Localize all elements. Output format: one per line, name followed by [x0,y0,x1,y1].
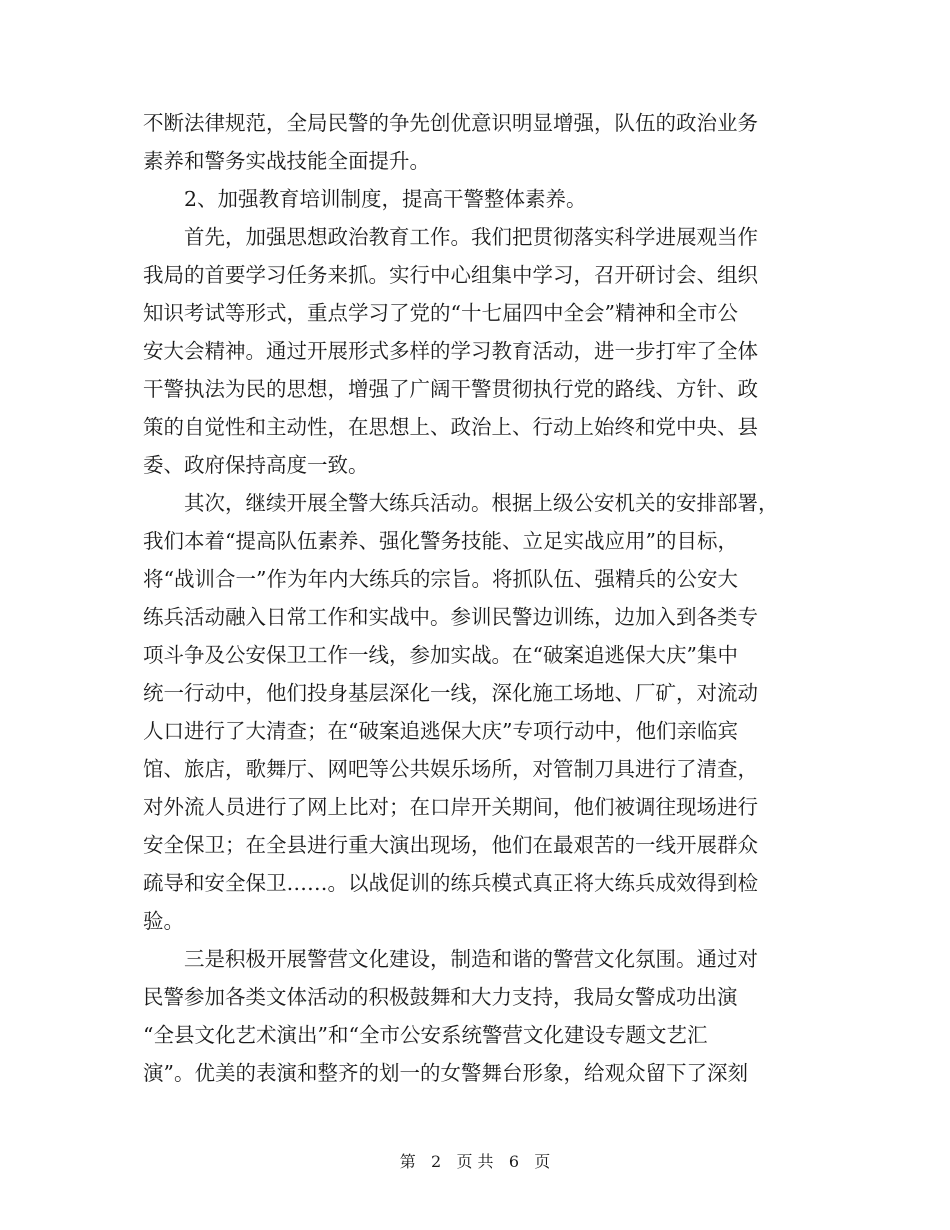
text-line: 疏导和安全保卫……。以战促训的练兵模式真正将大练兵成效得到检 [143,871,758,895]
text-line: 其次，继续开展全警大练兵活动。根据上级公安机关的安排部署， [184,491,779,515]
text-line: 我局的首要学习任务来抓。实行中心组集中学习，召开研讨会、组织 [143,263,758,287]
text-line: 委、政府保持高度一致。 [143,453,369,477]
text-line: 首先，加强思想政治教育工作。我们把贯彻落实科学进展观当作 [184,225,758,249]
text-line: 验。 [143,909,184,933]
text-line: 素养和警务实战技能全面提升。 [143,149,430,173]
text-line: 演”。优美的表演和整齐的划一的女警舞台形象，给观众留下了深刻 [143,1061,748,1085]
section-heading: 2、加强教育培训制度，提高干警整体素养。 [184,187,587,211]
text-line: 项斗争及公安保卫工作一线，参加实战。在“破案追逃保大庆”集中 [143,643,738,667]
text-line: 知识考试等形式，重点学习了党的“十七届四中全会”精神和全市公 [143,301,738,325]
footer-page-total: 6 [508,1152,520,1171]
text-line: 不断法律规范，全局民警的争先创优意识明显增强，队伍的政治业务 [143,111,758,135]
text-line: 我们本着“提高队伍素养、强化警务技能、立足实战应用”的目标， [143,529,738,553]
text-line: 安大会精神。通过开展形式多样的学习教育活动，进一步打牢了全体 [143,339,758,363]
text-line: 馆、旅店，歌舞厅、网吧等公共娱乐场所，对管制刀具进行了清查， [143,757,758,781]
footer-page-current: 2 [430,1152,442,1171]
text-line: 对外流人员进行了网上比对；在口岸开关期间，他们被调往现场进行 [143,795,758,819]
text-line: 将“战训合一”作为年内大练兵的宗旨。将抓队伍、强精兵的公安大 [143,567,738,591]
text-line: 三是积极开展警营文化建设，制造和谐的警营文化氛围。通过对 [184,947,758,971]
footer-middle: 页 共 [456,1152,494,1171]
text-line: 民警参加各类文体活动的积极鼓舞和大力支持，我局女警成功出演 [143,985,738,1009]
footer-prefix: 第 [399,1152,416,1171]
document-body [143,104,803,1092]
text-line: 统一行动中，他们投身基层深化一线，深化施工场地、厂矿，对流动 [143,681,758,705]
footer-suffix: 页 [534,1152,551,1171]
text-line: 人口进行了大清查；在“破案追逃保大庆”专项行动中，他们亲临宾 [143,719,738,743]
page-footer [0,1150,950,1174]
text-line: 干警执法为民的思想，增强了广阔干警贯彻执行党的路线、方针、政 [143,377,758,401]
text-line: 练兵活动融入日常工作和实战中。参训民警边训练，边加入到各类专 [143,605,758,629]
text-line: 策的自觉性和主动性，在思想上、政治上、行动上始终和党中央、县 [143,415,758,439]
text-line: 安全保卫；在全县进行重大演出现场，他们在最艰苦的一线开展群众 [143,833,758,857]
text-line: “全县文化艺术演出”和“全市公安系统警营文化建设专题文艺汇 [143,1023,708,1047]
